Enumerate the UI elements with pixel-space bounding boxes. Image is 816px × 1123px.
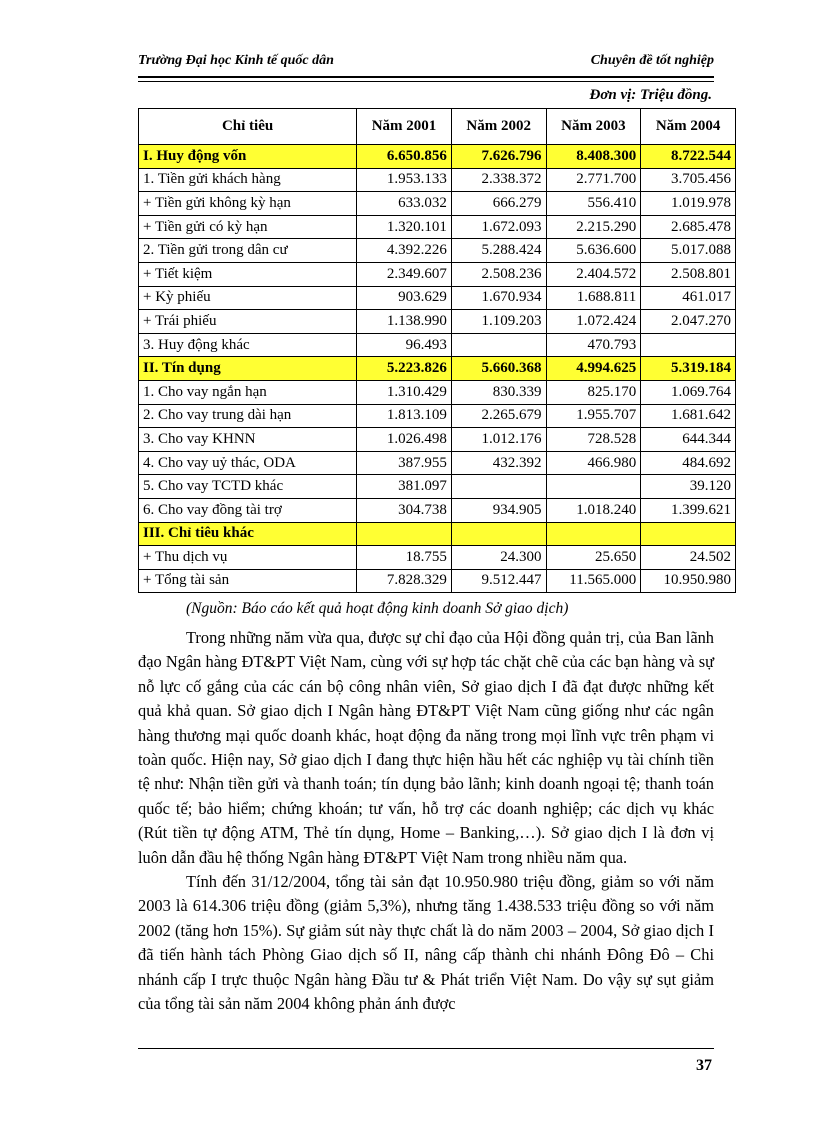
- table-row: [139, 333, 736, 357]
- table-cell: 4.994.625: [546, 357, 641, 381]
- table-row: [139, 380, 736, 404]
- row-label: 1. Cho vay ngắn hạn: [139, 380, 357, 404]
- table-cell: 2.047.270: [641, 310, 736, 334]
- table-cell: [451, 333, 546, 357]
- table-cell: 3.705.456: [641, 168, 736, 192]
- table-cell: 1.026.498: [357, 428, 452, 452]
- table-cell: 6.650.856: [357, 145, 452, 169]
- row-label: III. Chỉ tiêu khác: [139, 522, 357, 546]
- table-cell: 2.508.801: [641, 262, 736, 286]
- column-header: Năm 2004: [641, 109, 736, 145]
- table-row: [139, 357, 736, 381]
- table-cell: 1.320.101: [357, 215, 452, 239]
- row-label: 1. Tiền gửi khách hàng: [139, 168, 357, 192]
- row-label: + Tiết kiệm: [139, 262, 357, 286]
- header-rule: [138, 76, 714, 82]
- table-cell: [641, 333, 736, 357]
- table-cell: 728.528: [546, 428, 641, 452]
- table-cell: 1.109.203: [451, 310, 546, 334]
- table-row: [139, 404, 736, 428]
- table-cell: 381.097: [357, 475, 452, 499]
- financial-table: [138, 108, 736, 593]
- table-cell: 5.319.184: [641, 357, 736, 381]
- table-cell: 2.338.372: [451, 168, 546, 192]
- table-cell: 39.120: [641, 475, 736, 499]
- table-cell: 1.672.093: [451, 215, 546, 239]
- table-row: [139, 546, 736, 570]
- table-cell: 432.392: [451, 451, 546, 475]
- table-cell: 2.215.290: [546, 215, 641, 239]
- table-row: [139, 192, 736, 216]
- source-note: (Nguồn: Báo cáo kết quả hoạt động kinh doanh Sở giao dịch): [186, 600, 569, 617]
- body-text: [138, 626, 714, 1017]
- table-cell: 5.660.368: [451, 357, 546, 381]
- table-cell: 466.980: [546, 451, 641, 475]
- row-label: II. Tín dụng: [139, 357, 357, 381]
- table-cell: 96.493: [357, 333, 452, 357]
- table-cell: 470.793: [546, 333, 641, 357]
- table-cell: 644.344: [641, 428, 736, 452]
- table-cell: 830.339: [451, 380, 546, 404]
- row-label: + Kỳ phiếu: [139, 286, 357, 310]
- row-label: + Tiền gửi không kỳ hạn: [139, 192, 357, 216]
- table-cell: 666.279: [451, 192, 546, 216]
- table-cell: 1.955.707: [546, 404, 641, 428]
- table-cell: 1.310.429: [357, 380, 452, 404]
- table-row: [139, 522, 736, 546]
- table-cell: 825.170: [546, 380, 641, 404]
- row-label: 2. Tiền gửi trong dân cư: [139, 239, 357, 263]
- row-label: + Tiền gửi có kỳ hạn: [139, 215, 357, 239]
- table-row: [139, 428, 736, 452]
- table-cell: 2.685.478: [641, 215, 736, 239]
- table-cell: 2.404.572: [546, 262, 641, 286]
- table-cell: 484.692: [641, 451, 736, 475]
- table-cell: 5.223.826: [357, 357, 452, 381]
- table-cell: 2.771.700: [546, 168, 641, 192]
- table-cell: 1.018.240: [546, 498, 641, 522]
- row-label: 3. Cho vay KHNN: [139, 428, 357, 452]
- table-cell: 11.565.000: [546, 569, 641, 593]
- table-cell: 18.755: [357, 546, 452, 570]
- row-label: I. Huy động vốn: [139, 145, 357, 169]
- column-header: Năm 2001: [357, 109, 452, 145]
- table-cell: [546, 475, 641, 499]
- table-row: [139, 262, 736, 286]
- table-cell: 1.688.811: [546, 286, 641, 310]
- table-row: [139, 475, 736, 499]
- table-cell: 25.650: [546, 546, 641, 570]
- table-row: [139, 239, 736, 263]
- table-cell: [451, 522, 546, 546]
- unit-note: Đơn vị: Triệu đồng.: [589, 87, 712, 103]
- table-cell: 7.626.796: [451, 145, 546, 169]
- table-cell: 8.722.544: [641, 145, 736, 169]
- paragraph: Tính đến 31/12/2004, tổng tài sản đạt 10.950.980 triệu đồng, giảm so với năm 2003 là 614.306 triệu đồng (giảm 5,3%), nhưng tăng 1.438.533 triệu đồng so với năm 2002 (tăng hơn 15%). Sự giảm sút này thực chất là do năm 2003 – 2004, Sở giao dịch I đã tiến hành tách Phòng Giao dịch số II, nâng cấp thành chi nhánh Đông Đô – Chi nhánh cấp I trực thuộc Ngân hàng Đầu tư & Phát triển Việt Nam. Do vậy sự sụt giảm của tổng tài sản năm 2004 không phản ánh được: [138, 872, 714, 1014]
- table-cell: 1.069.764: [641, 380, 736, 404]
- table-cell: 1.813.109: [357, 404, 452, 428]
- table-cell: 1.138.990: [357, 310, 452, 334]
- column-header: Năm 2003: [546, 109, 641, 145]
- table-row: [139, 569, 736, 593]
- table-cell: [357, 522, 452, 546]
- table-cell: 461.017: [641, 286, 736, 310]
- table-cell: 1.072.424: [546, 310, 641, 334]
- table-cell: 1.681.642: [641, 404, 736, 428]
- table-cell: [641, 522, 736, 546]
- column-header: Chỉ tiêu: [139, 109, 357, 145]
- table-cell: 24.502: [641, 546, 736, 570]
- table-cell: 556.410: [546, 192, 641, 216]
- column-header: Năm 2002: [451, 109, 546, 145]
- row-label: + Trái phiếu: [139, 310, 357, 334]
- table-row: [139, 168, 736, 192]
- table-row: [139, 145, 736, 169]
- table-row: [139, 498, 736, 522]
- table-cell: [451, 475, 546, 499]
- table-cell: 9.512.447: [451, 569, 546, 593]
- table-cell: 5.017.088: [641, 239, 736, 263]
- table-cell: 304.738: [357, 498, 452, 522]
- row-label: 5. Cho vay TCTD khác: [139, 475, 357, 499]
- footer-rule: [138, 1048, 714, 1049]
- table-row: [139, 286, 736, 310]
- table-cell: 1.012.176: [451, 428, 546, 452]
- table-cell: 24.300: [451, 546, 546, 570]
- header-doc-type: Chuyên đề tốt nghiệp: [590, 53, 714, 68]
- table-cell: 4.392.226: [357, 239, 452, 263]
- table-row: [139, 310, 736, 334]
- table-cell: 2.265.679: [451, 404, 546, 428]
- row-label: 4. Cho vay uỷ thác, ODA: [139, 451, 357, 475]
- table-cell: 7.828.329: [357, 569, 452, 593]
- table-cell: 903.629: [357, 286, 452, 310]
- table-cell: 10.950.980: [641, 569, 736, 593]
- table-cell: 934.905: [451, 498, 546, 522]
- table-cell: 1.399.621: [641, 498, 736, 522]
- table-header-row: [139, 109, 736, 145]
- table-cell: 2.508.236: [451, 262, 546, 286]
- table-cell: 633.032: [357, 192, 452, 216]
- row-label: + Tổng tài sản: [139, 569, 357, 593]
- table-row: [139, 451, 736, 475]
- table-cell: 1.670.934: [451, 286, 546, 310]
- row-label: + Thu dịch vụ: [139, 546, 357, 570]
- table-cell: 1.019.978: [641, 192, 736, 216]
- page-number: 37: [696, 1057, 712, 1074]
- table-cell: [546, 522, 641, 546]
- table-row: [139, 215, 736, 239]
- page-header: [138, 50, 714, 74]
- header-university: Trường Đại học Kinh tế quốc dân: [138, 53, 334, 68]
- row-label: 3. Huy động khác: [139, 333, 357, 357]
- table-cell: 5.288.424: [451, 239, 546, 263]
- row-label: 6. Cho vay đồng tài trợ: [139, 498, 357, 522]
- table-cell: 8.408.300: [546, 145, 641, 169]
- table-cell: 387.955: [357, 451, 452, 475]
- table-cell: 5.636.600: [546, 239, 641, 263]
- row-label: 2. Cho vay trung dài hạn: [139, 404, 357, 428]
- table-cell: 1.953.133: [357, 168, 452, 192]
- paragraph: Trong những năm vừa qua, được sự chỉ đạo của Hội đồng quản trị, của Ban lãnh đạo Ngân hàng ĐT&PT Việt Nam, cùng với sự hợp tác chặt chẽ của các bạn hàng và sự nỗ lực cố gắng của các cán bộ công nhân viên, Sở giao dịch I đã đạt được những kết quả khả quan. Sở giao dịch I Ngân hàng ĐT&PT Việt Nam cũng giống như các ngân hàng thương mại quốc doanh khác, hoạt động đa năng trong mọi lĩnh vực trên phạm vi toàn quốc. Hiện nay, Sở giao dịch I đang thực hiện hầu hết các nghiệp vụ tài chính tiền tệ như: Nhận tiền gửi và thanh toán; tín dụng bảo lãnh; kinh doanh ngoại tệ; thanh toán quốc tế; bảo hiểm; chứng khoán; tư vấn, hỗ trợ các doanh nghiệp; các dịch vụ khác (Rút tiền tự động ATM, Thẻ tín dụng, Home – Banking,…). Sở giao dịch I là đơn vị luôn dẫn đầu hệ thống Ngân hàng ĐT&PT Việt Nam trong nhiều năm qua.: [138, 628, 714, 867]
- table-cell: 2.349.607: [357, 262, 452, 286]
